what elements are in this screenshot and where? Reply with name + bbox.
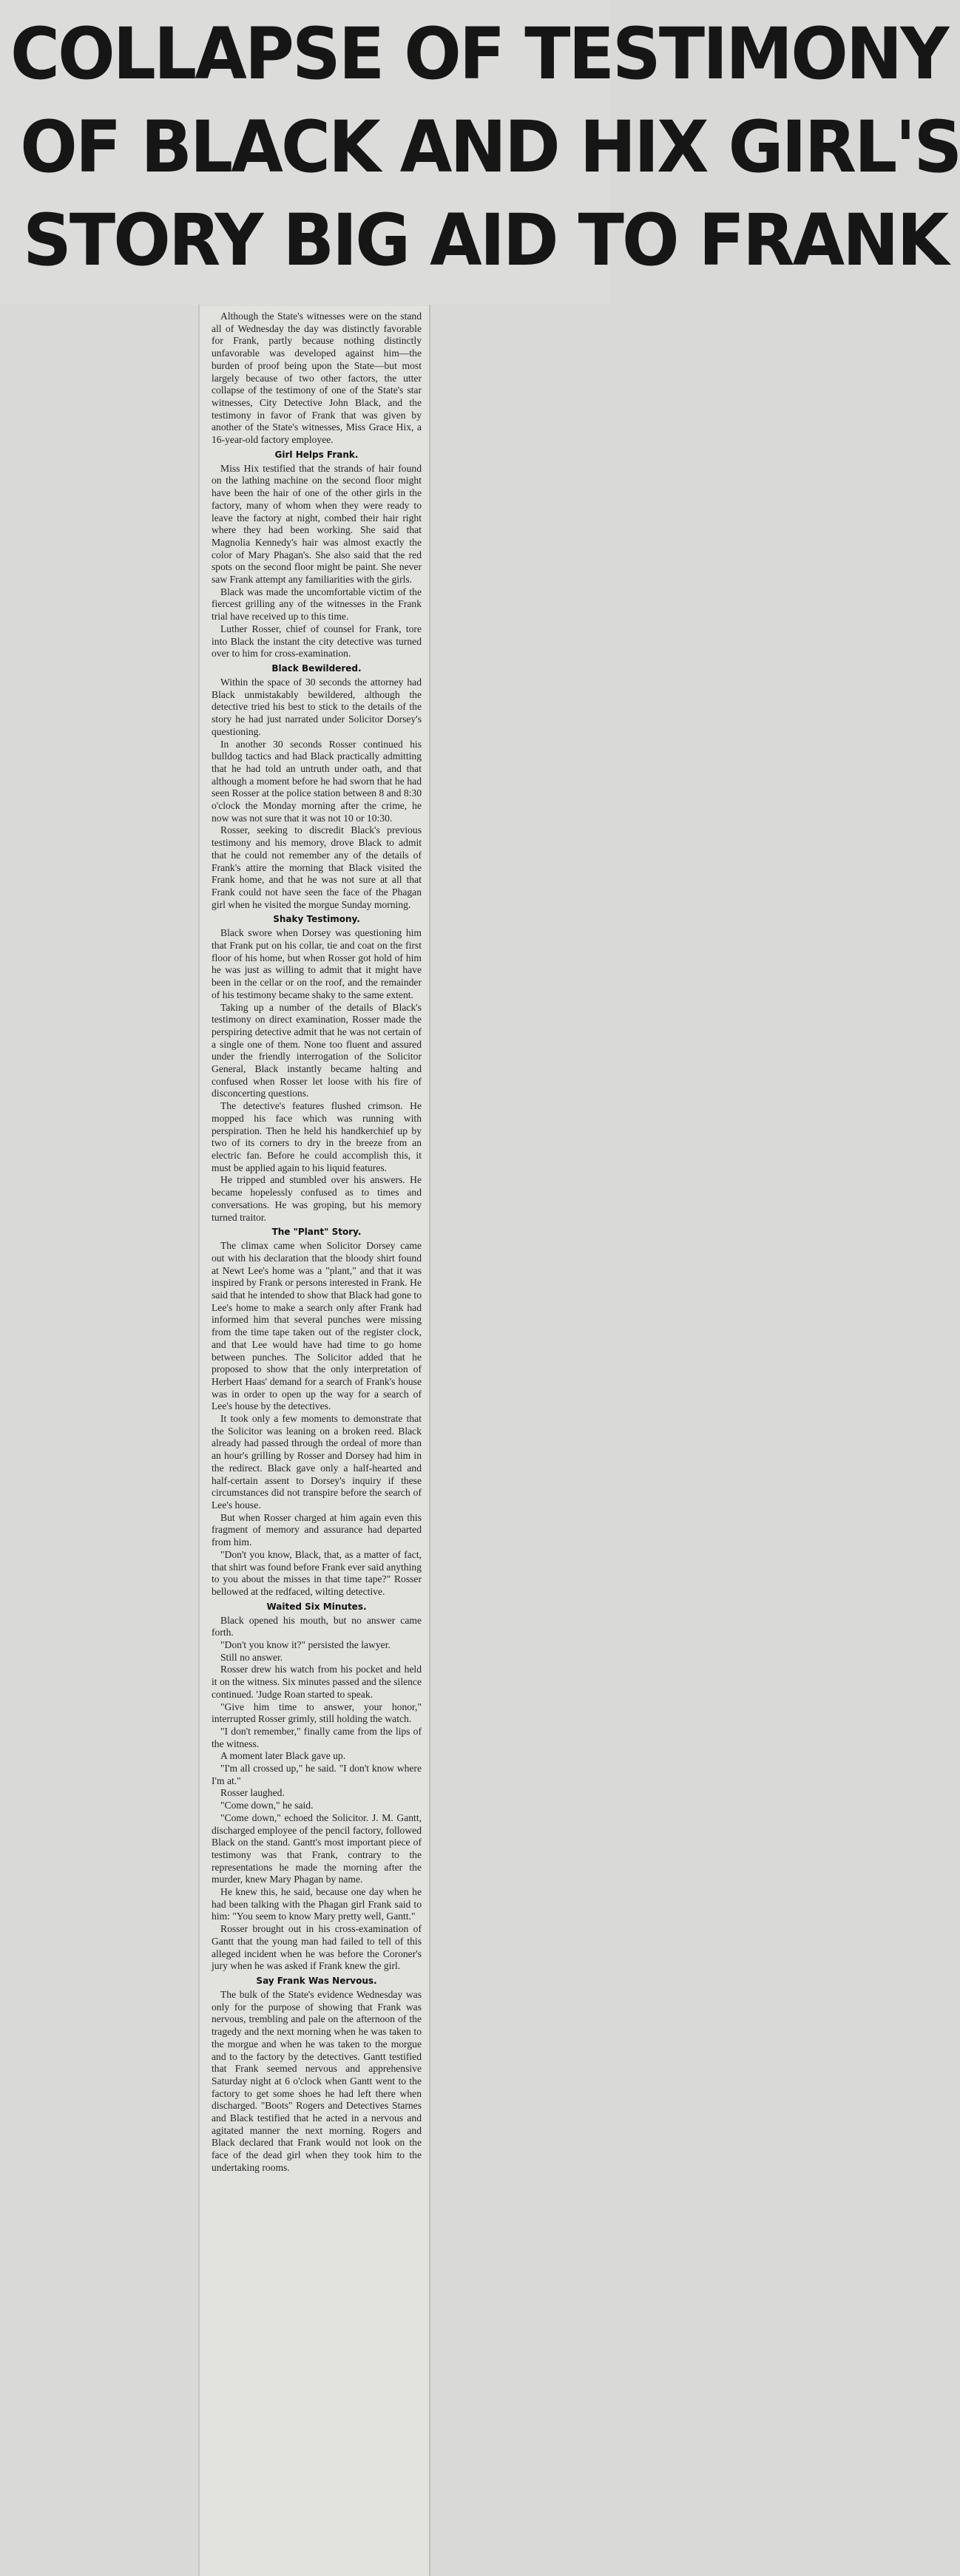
article-subhead: Girl Helps Frank. bbox=[274, 449, 359, 460]
article-paragraph: Rosser brought out in his cross-examination of Gantt that the young man had failed to tell of this alleged incident when he was before the Coroner's jury when he was asked if Frank knew the girl. bbox=[212, 1923, 422, 1972]
article-paragraph: Black swore when Dorsey was questioning him that Frank put on his collar, tie and coat on the first floor of his home, but when Rosser got hold of him he was just as willing to admit that it might have been in the cellar or on the roof, and the remainder of his testimony became shaky to the same extent. bbox=[212, 927, 422, 1000]
article-paragraph: He tripped and stumbled over his answers. He became hopelessly confused as to times and conversations. He was groping, but his memory turned traitor. bbox=[212, 1174, 422, 1223]
article-paragraph: "Come down," echoed the Solicitor. J. M. Gantt, discharged employee of the pencil factory, followed Black on the stand. Gantt's most important piece of testimony was that Frank, contrary to the representations he made the morning after the murder, knew Mary Phagan by name. bbox=[212, 1811, 422, 1885]
article-paragraph: "I'm all crossed up," he said. "I don't know where I'm at." bbox=[212, 1763, 422, 1786]
article-paragraph: Still no answer. bbox=[220, 1651, 283, 1663]
article-paragraph: But when Rosser charged at him again even this fragment of memory and assurance had departed from him. bbox=[212, 1511, 422, 1548]
article-paragraph: Black was made the uncomfortable victim of the fiercest grilling any of the witnesses in the Frank trial have received up to this time. bbox=[212, 586, 422, 623]
article-paragraph: Although the State's witnesses were on the stand all of Wednesday the day was distinctly favorable for Frank, partly because nothing distinctly unfavorable was developed against him—the burden of proof being upon the State—but most largely because of two other factors, the utter collapse of the testimony of one of the State's star witnesses, City Detective John Black, and the testimony in favor of Frank that was given by another of the State's witnesses, Miss Grace Hix, a 16-year-old factory employee. bbox=[212, 311, 422, 446]
article-paragraph: The climax came when Solicitor Dorsey came out with his declaration that the bloody shirt found at Newt Lee's home was a "plant," and that it was inspired by Frank or persons interested in Frank. He said that he intended to show that Black had gone to Lee's home to make a search only after Frank had informed him that several punches were missing from the time tape taken out of the register clock, and that Lee would have had time to go home between punches. The Solicitor added that he proposed to show that the only interpretation of Herbert Haas' demand for a search of Frank's house was in order to open up the way for a search of Lee's house by the detectives. bbox=[212, 1240, 422, 1412]
article-paragraph: Taking up a number of the details of Black's testimony on direct examination, Rosser made the perspiring detective admit that he was not certain of a single one of them. None too fluent and assured under the friendly interrogation of the Solicitor General, Black instantly became halting and confused when Rosser let loose with his fire of disconcerting questions. bbox=[212, 1001, 422, 1099]
headline-line-1: COLLAPSE OF TESTIMONY bbox=[10, 13, 947, 95]
article-paragraph: "Don't you know it?" persisted the lawyer. bbox=[220, 1639, 391, 1651]
article-subhead: The "Plant" Story. bbox=[271, 1227, 362, 1238]
article-paragraph: "Give him time to answer, your honor," interrupted Rosser grimly, still holding the watch. bbox=[212, 1701, 422, 1725]
article-paragraph: He knew this, he said, because one day when he had been talking with the Phagan girl Frank said to him: "You seem to know Mary pretty well, Gantt." bbox=[212, 1886, 422, 1922]
article-paragraph: Rosser laughed. bbox=[220, 1787, 285, 1799]
article-paragraph: Rosser, seeking to discredit Black's previous testimony and his memory, drove Black to admit that he could not remember any of the details of Frank's attire the morning that Black visited the Frank home, and that he was not sure at all that Frank could not have seen the face of the Phagan girl when he visited the morgue Sunday morning. bbox=[212, 824, 422, 910]
article-paragraph: In another 30 seconds Rosser continued his bulldog tactics and had Black practically admitting that he had told an untruth under oath, and that although a moment before he had sworn that he had seen Rosser at the police station between 8 and 8:30 o'clock the Monday morning after the crime, he now was not sure that it was not 10 or 10:30. bbox=[212, 738, 422, 824]
article-paragraph: Miss Hix testified that the strands of hair found on the lathing machine on the second floor might have been the hair of one of the other girls in the factory, many of whom when they were ready to leave the factory at night, combed their hair right where they had been working. She said that Magnolia Kennedy's hair was almost exactly the color of Mary Phagan's. She also said that the red spots on the second floor might be paint. She never saw Frank attempt any familiarities with the girls. bbox=[212, 462, 422, 586]
article-paragraph: Rosser drew his watch from his pocket and held it on the witness. Six minutes passed and the silence continued. 'Judge Roan started to speak. bbox=[212, 1664, 422, 1700]
article-paragraph: "Don't you know, Black, that, as a matter of fact, that shirt was found before Frank ever said anything to you about the misses in that time tape?" Rosser bellowed at the redfaced, wilting detective. bbox=[212, 1548, 422, 1597]
article-paragraph: The bulk of the State's evidence Wednesday was only for the purpose of showing that Frank was nervous, trembling and pale on the afternoon of the tragedy and the next morning when he was taken to the morgue and when he was taken to the morgue and to the factory by the detectives. Gantt testified that Frank seemed nervous and apprehensive Saturday night at 6 o'clock when Gantt went to the factory to get some shoes he had left there when discharged. "Boots" Rogers and Detectives Starnes and Black testified that he acted in a nervous and agitated manner the next morning. Rogers and Black declared that Frank would not look on the face of the dead girl when they took him to the undertaking rooms. bbox=[212, 1989, 422, 2173]
column-right-rule bbox=[429, 305, 430, 2576]
article-subhead: Black Bewildered. bbox=[271, 662, 362, 674]
article-subhead: Shaky Testimony. bbox=[273, 914, 360, 925]
article-paragraph: "I don't remember," finally came from the lips of the witness. bbox=[212, 1725, 422, 1749]
headline-line-3: STORY BIG AID TO FRANK bbox=[23, 199, 947, 282]
article-paragraph: "Come down," he said. bbox=[220, 1800, 314, 1811]
article-paragraph: Within the space of 30 seconds the attorney had Black unmistakably bewildered, although the detective tried his best to stick to the details of the story he had just narrated under Solicitor Dorsey's questioning. bbox=[212, 676, 422, 737]
article-paragraph: Black opened his mouth, but no answer came forth. bbox=[212, 1614, 422, 1638]
article-subhead: Waited Six Minutes. bbox=[266, 1601, 367, 1612]
headline-banner bbox=[0, 0, 960, 305]
article-paragraph: It took only a few moments to demonstrate that the Solicitor was leaning on a broken reed. Black already had passed through the ordeal of more than an hour's grilling by Rosser and Dorsey had him in the redirect. Black gave only a half-hearted and half-certain assent to Dorsey's inquiry if these circumstances did not transpire before the search of Lee's house. bbox=[212, 1413, 422, 1511]
article-paragraph: The detective's features flushed crimson. He mopped his face which was running with perspiration. Then he held his handkerchief up by two of its corners to dry in the breeze from an electric fan. Before he could accomplish this, it must be applied again to his liquid features. bbox=[212, 1100, 422, 1173]
article-column bbox=[200, 306, 429, 2576]
headline-line-2: OF BLACK AND HIX GIRL'S bbox=[20, 106, 960, 189]
article-subhead: Say Frank Was Nervous. bbox=[256, 1976, 377, 1986]
article-paragraph: Luther Rosser, chief of counsel for Frank, tore into Black the instant the city detective was turned over to him for cross-examination. bbox=[212, 623, 422, 660]
article-paragraph: A moment later Black gave up. bbox=[220, 1750, 346, 1762]
